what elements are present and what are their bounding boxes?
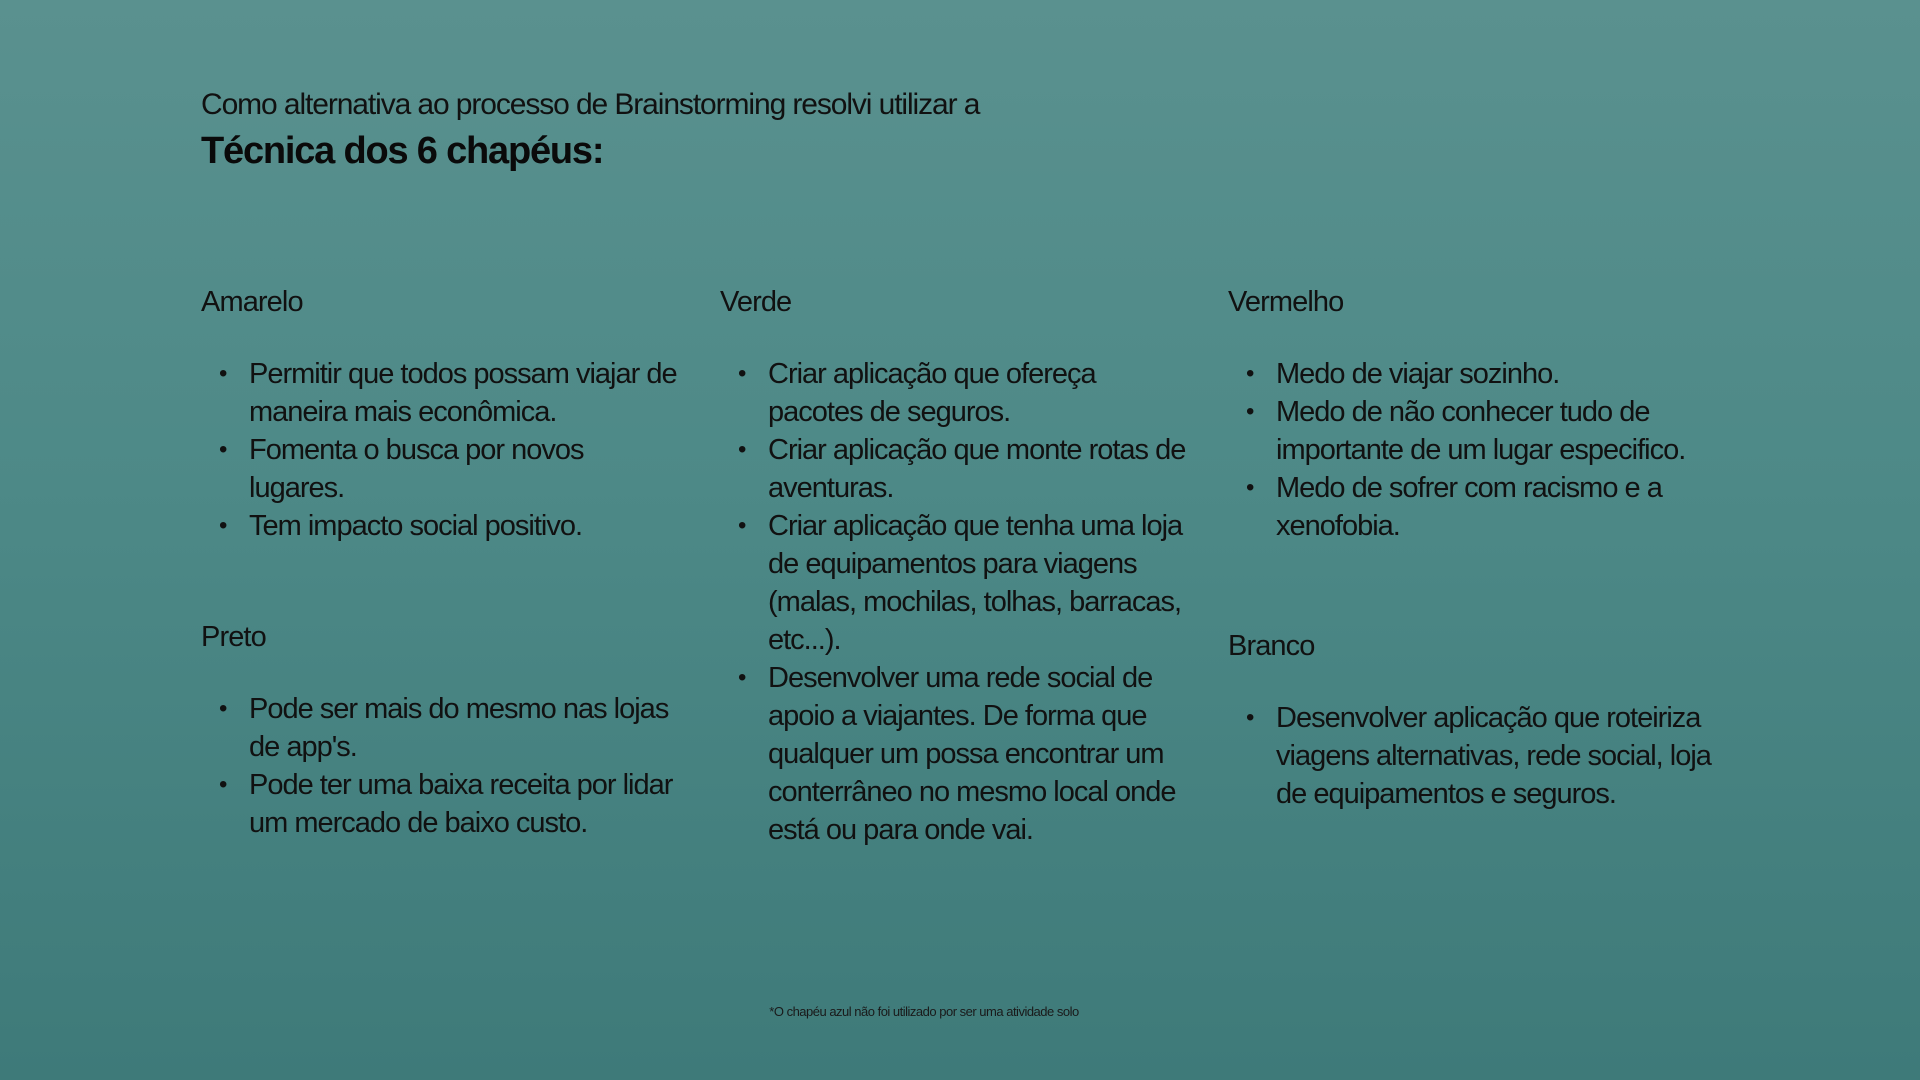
list-item: • Criar aplicação que ofereça pacotes de seguros. (720, 355, 1190, 431)
section-title-branco: Branco (1228, 630, 1315, 662)
list-item: • Permitir que todos possam viajar de maneira mais econômica. (201, 355, 681, 431)
section-title-amarelo: Amarelo (201, 286, 303, 318)
intro-text: Como alternativa ao processo de Brainstorming resolvi utilizar a (201, 88, 980, 121)
bullet-list-verde (720, 355, 1190, 849)
list-item: • Tem impacto social positivo. (201, 507, 681, 545)
list-item: • Medo de sofrer com racismo e a xenofobia. (1228, 469, 1748, 545)
list-item: • Medo de não conhecer tudo de importante de um lugar especifico. (1228, 393, 1748, 469)
section-amarelo (201, 283, 681, 545)
list-item: • Pode ser mais do mesmo nas lojas de app's. (201, 690, 681, 766)
section-branco (1228, 627, 1748, 813)
section-preto (201, 618, 681, 842)
list-item: • Desenvolver aplicação que roteiriza viagens alternativas, rede social, loja de equipamentos e seguros. (1228, 699, 1748, 813)
bullet-list-amarelo (201, 355, 681, 545)
list-item: • Pode ter uma baixa receita por lidar um mercado de baixo custo. (201, 766, 681, 842)
section-title-vermelho: Vermelho (1228, 286, 1344, 318)
list-item: • Medo de viajar sozinho. (1228, 355, 1748, 393)
section-vermelho (1228, 283, 1748, 545)
list-item: • Criar aplicação que tenha uma loja de equipamentos para viagens (malas, mochilas, tolhas, barracas, etc...). (720, 507, 1190, 659)
bullet-list-preto (201, 690, 681, 842)
slide-header (201, 84, 1601, 176)
footnote: *O chapéu azul não foi utilizado por ser uma atividade solo (769, 1004, 1079, 1019)
section-title-verde: Verde (720, 286, 792, 318)
bullet-list-branco (1228, 699, 1748, 813)
list-item: • Criar aplicação que monte rotas de aventuras. (720, 431, 1190, 507)
bullet-list-vermelho (1228, 355, 1748, 545)
slide-title: Técnica dos 6 chapéus: (201, 130, 604, 172)
section-title-preto: Preto (201, 621, 266, 653)
list-item: • Fomenta o busca por novos lugares. (201, 431, 681, 507)
section-verde (720, 283, 1190, 849)
list-item: • Desenvolver uma rede social de apoio a viajantes. De forma que qualquer um possa encontrar um conterrâneo no mesmo local onde está ou para onde vai. (720, 659, 1190, 849)
